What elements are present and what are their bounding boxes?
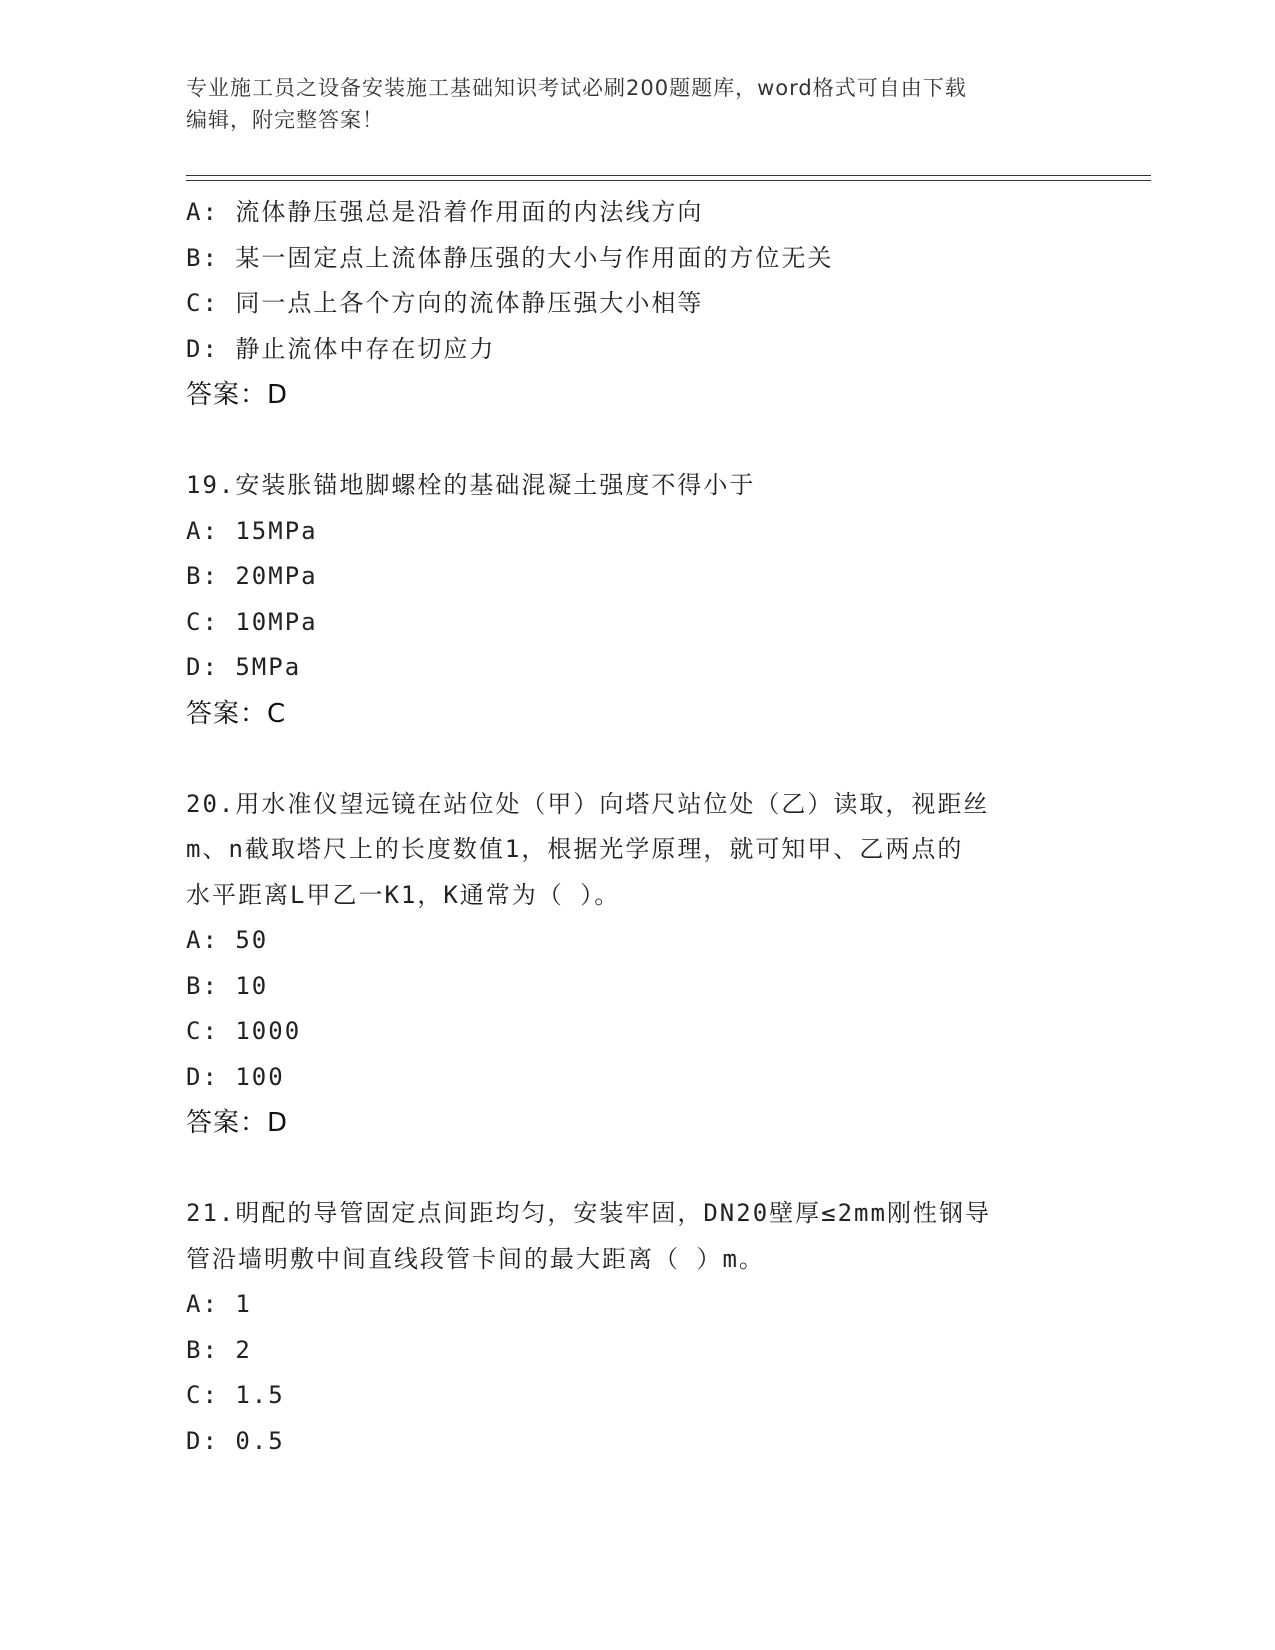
question-21 bbox=[186, 1191, 1086, 1464]
question-19 bbox=[186, 463, 1086, 738]
option-d: D: 100 bbox=[186, 1062, 285, 1091]
option-d: D: 0.5 bbox=[186, 1426, 285, 1455]
question-20 bbox=[186, 782, 1086, 1148]
option-b: B: 20MPa bbox=[186, 562, 318, 590]
option-a: A: 1 bbox=[186, 1290, 252, 1318]
document-header bbox=[186, 72, 1066, 136]
question-text-line-3: 水平距离L甲乙一K1，K通常为（ ）。 bbox=[186, 880, 621, 909]
question-18 bbox=[186, 190, 1086, 419]
option-d: D: 静止流体中存在切应力 bbox=[186, 334, 496, 363]
question-list bbox=[186, 190, 1086, 1464]
answer-line: 答案：D bbox=[186, 1108, 289, 1138]
option-a: A: 50 bbox=[186, 926, 269, 954]
header-title-line-1: 专业施工员之设备安装施工基础知识考试必刷200题题库，word格式可自由下载 bbox=[186, 76, 967, 100]
question-text: 19.安装胀锚地脚螺栓的基础混凝土强度不得小于 bbox=[186, 471, 756, 499]
header-divider-top bbox=[186, 175, 1151, 176]
question-text-line-1: 20.用水准仪望远镜在站位处（甲）向塔尺站位处（乙）读取，视距丝 bbox=[186, 789, 990, 818]
question-text-line-2: m、n截取塔尺上的长度数值1，根据光学原理，就可知甲、乙两点的 bbox=[186, 835, 964, 863]
option-b: B: 10 bbox=[186, 971, 269, 1000]
option-b: B: 某一固定点上流体静压强的大小与作用面的方位无关 bbox=[186, 243, 834, 272]
option-c: C: 1000 bbox=[186, 1017, 302, 1045]
option-c: C: 同一点上各个方向的流体静压强大小相等 bbox=[186, 289, 704, 317]
answer-line: 答案：C bbox=[186, 698, 287, 729]
option-d: D: 5MPa bbox=[186, 653, 302, 681]
option-a: A: 流体静压强总是沿着作用面的内法线方向 bbox=[186, 198, 704, 226]
header-title-line-2: 编辑，附完整答案！ bbox=[186, 108, 384, 132]
question-text-line-2: 管沿墙明敷中间直线段管卡间的最大距离（ ）m。 bbox=[186, 1244, 765, 1273]
option-a: A: 15MPa bbox=[186, 516, 318, 545]
option-c: C: 1.5 bbox=[186, 1381, 285, 1409]
option-b: B: 2 bbox=[186, 1335, 252, 1364]
header-divider-bottom bbox=[186, 180, 1151, 181]
option-c: C: 10MPa bbox=[186, 607, 318, 636]
question-text-line-1: 21.明配的导管固定点间距均匀，安装牢固，DN20壁厚≤2mm刚性钢导 bbox=[186, 1199, 991, 1227]
answer-line: 答案：D bbox=[186, 380, 289, 410]
